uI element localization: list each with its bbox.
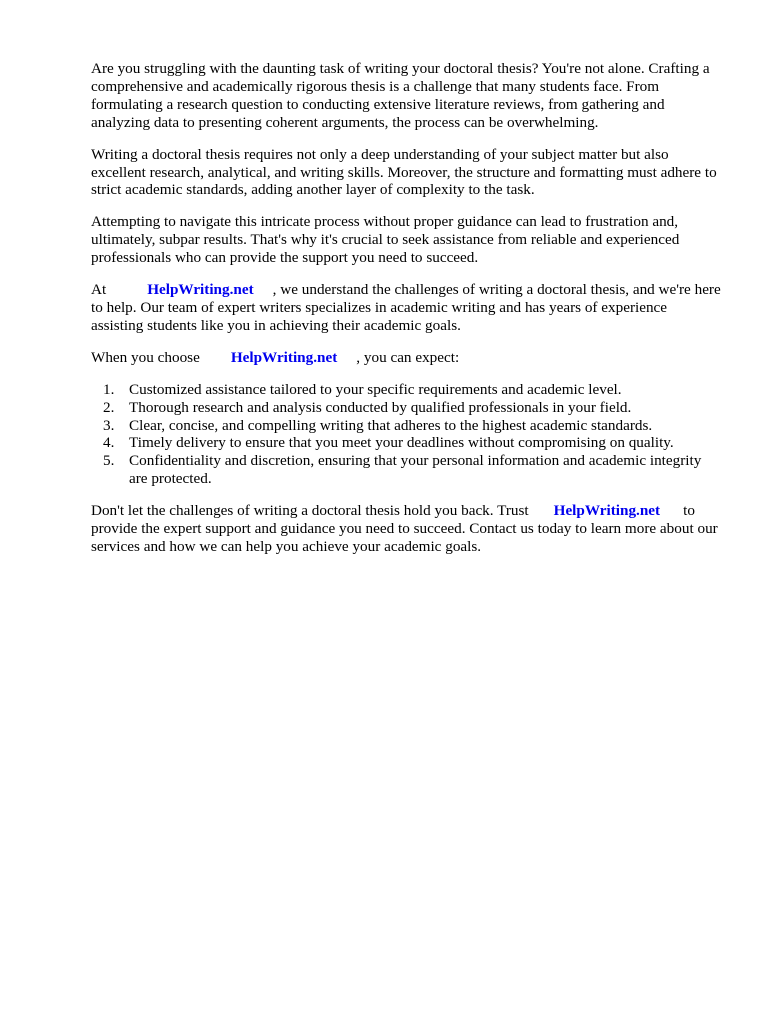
list-item-text: Clear, concise, and compelling writing that adheres to the highest academic standards. xyxy=(129,416,653,434)
expect-paragraph xyxy=(91,349,721,367)
intro-paragraph: Are you struggling with the daunting task of writing your doctoral thesis? You're not alone. Crafting a comprehensive and academically rigorous thesis is a challenge that many students face. From formulating a research question to conducting extensive literature reviews, from gathering and analyzing data to presenting coherent arguments, the process can be overwhelming. xyxy=(91,60,710,131)
list-item-text: Customized assistance tailored to your specific requirements and academic level. xyxy=(129,380,622,398)
list-item xyxy=(91,434,721,452)
guidance-paragraph: Attempting to navigate this intricate process without proper guidance can lead to frustration and, ultimately, subpar results. That's why it's crucial to seek assistance from reliable and experienced professionals who can provide the support you need to succeed. xyxy=(91,213,680,267)
list-item-number: 3. xyxy=(103,416,115,434)
list-item-text: Thorough research and analysis conducted by qualified professionals in your field. xyxy=(129,398,632,416)
list-item-number: 4. xyxy=(103,434,115,452)
closing-trail-text: to provide the expert support and guidance you need to succeed. Contact us today to learn more about our services and how we can help you achieve your academic goals. xyxy=(91,502,718,555)
closing-lead-text: Don't let the challenges of writing a doctoral thesis hold you back. Trust xyxy=(91,502,529,520)
list-item xyxy=(91,399,721,417)
list-item xyxy=(91,381,721,399)
list-item xyxy=(91,452,721,488)
requirements-paragraph: Writing a doctoral thesis requires not only a deep understanding of your subject matter but also excellent research, analytical, and writing skills. Moreover, the structure and formatting must adhere to strict academic standards, adding another layer of complexity to the task. xyxy=(91,145,717,199)
about-paragraph xyxy=(91,281,721,335)
list-item-text: Confidentiality and discretion, ensuring that your personal information and academic integrity are protected. xyxy=(129,452,702,488)
benefits-list xyxy=(91,381,721,488)
list-item xyxy=(91,417,721,435)
list-item-number: 5. xyxy=(103,452,115,470)
about-trail-text: , we understand the challenges of writing a doctoral thesis, and we're here to help. Our team of expert writers specializes in academic writing and has years of experience assisting students like you in achieving their academic goals. xyxy=(91,281,721,334)
helpwriting-link-3[interactable]: HelpWriting.net xyxy=(553,502,661,520)
helpwriting-link-2[interactable]: HelpWriting.net xyxy=(230,348,338,366)
helpwriting-link-1[interactable]: HelpWriting.net xyxy=(147,281,254,299)
expect-trail-text: , you can expect: xyxy=(356,348,460,366)
list-item-text: Timely delivery to ensure that you meet your deadlines without compromising on quality. xyxy=(129,434,674,452)
about-lead-text: At xyxy=(91,281,107,299)
list-item-number: 1. xyxy=(103,380,115,398)
closing-paragraph xyxy=(91,502,721,556)
document-page xyxy=(91,60,721,570)
expect-lead-text: When you choose xyxy=(91,348,200,366)
list-item-number: 2. xyxy=(103,398,115,416)
